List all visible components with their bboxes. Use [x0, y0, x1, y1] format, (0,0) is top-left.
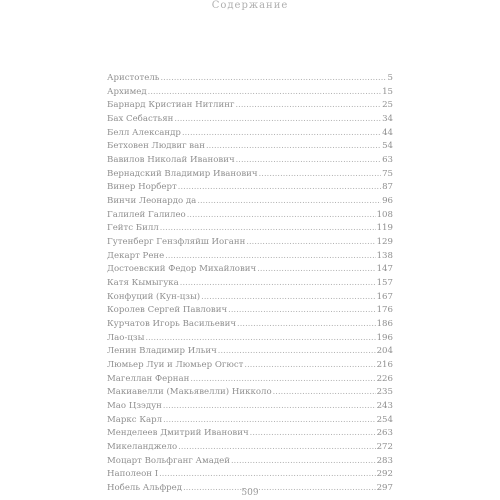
toc-entry-page: 157: [376, 278, 393, 289]
toc-entry-page: 204: [376, 346, 393, 357]
dot-leader: [206, 139, 381, 153]
dot-leader: [259, 167, 381, 181]
dot-leader: [273, 385, 376, 399]
dot-leader: [163, 413, 376, 427]
toc-entry-name: Лао-цзы: [107, 332, 145, 343]
toc-entry-name: Гейтс Билл: [107, 223, 159, 234]
toc-entry-name: Магеллан Фернан: [107, 373, 190, 384]
toc-entry: [107, 467, 393, 481]
toc-entry-name: Винчи Леонардо да: [107, 196, 197, 207]
page-header: [0, 0, 500, 11]
toc-entry-name: Галилей Галилео: [107, 209, 186, 220]
dot-leader: [246, 235, 375, 249]
toc-entry-name: Вернадский Владимир Иванович: [107, 168, 258, 179]
toc-entry-page: 108: [376, 209, 393, 220]
toc-entry-page: 235: [376, 387, 393, 398]
toc-entry: [107, 208, 393, 222]
page-number: 509: [241, 488, 259, 498]
toc-entry-name: Катя Кымыгука: [107, 278, 179, 289]
dot-leader: [165, 249, 375, 263]
dot-leader: [218, 344, 376, 358]
toc-entry-page: 254: [376, 414, 393, 425]
toc-entry-page: 138: [376, 250, 393, 261]
toc-entry: [107, 276, 393, 290]
toc-entry: [107, 85, 393, 99]
toc-entry-name: Вавилов Николай Иванович: [107, 155, 235, 166]
dot-leader: [163, 399, 376, 413]
toc-entry: [107, 303, 393, 317]
toc-entry-page: 226: [376, 373, 393, 384]
dot-leader: [174, 112, 381, 126]
toc-entry: [107, 126, 393, 140]
dot-leader: [231, 454, 376, 468]
dot-leader: [257, 262, 375, 276]
toc-entry-page: 297: [376, 483, 393, 494]
toc-entry-page: 272: [376, 442, 393, 453]
toc-entry-page: 87: [382, 182, 393, 193]
toc-entry-name: Курчатов Игорь Васильевич: [107, 319, 237, 330]
toc-entry-name: Конфуций (Кун-цзы): [107, 291, 201, 302]
toc-entry-name: Микеланджело: [107, 442, 178, 453]
dot-leader: [148, 85, 381, 99]
toc-entry: [107, 372, 393, 386]
toc-entry-page: 147: [376, 264, 393, 275]
toc-entry-page: 63: [382, 155, 393, 166]
toc-entry: [107, 331, 393, 345]
toc-entry-page: 283: [376, 455, 393, 466]
toc-entry-name: Архимед: [107, 86, 147, 97]
dot-leader: [182, 126, 381, 140]
dot-leader: [250, 426, 376, 440]
dot-leader: [159, 467, 376, 481]
dot-leader: [228, 303, 375, 317]
toc-entry-page: 44: [382, 127, 393, 138]
toc-entry-name: Бах Себастьян: [107, 114, 174, 125]
toc-entry-page: 15: [382, 86, 393, 97]
toc-entry: [107, 139, 393, 153]
toc-entry: [107, 454, 393, 468]
toc-entry: [107, 98, 393, 112]
toc-entry-page: 263: [376, 428, 393, 439]
dot-leader: [145, 331, 375, 345]
toc-entry: [107, 262, 393, 276]
dot-leader: [235, 98, 381, 112]
toc-entry: [107, 426, 393, 440]
toc-entry-page: 34: [382, 114, 393, 125]
toc-entry-page: 119: [376, 223, 393, 234]
dot-leader: [160, 221, 376, 235]
toc-entry-name: Барнард Кристиан Нитлинг: [107, 100, 235, 111]
toc-entry: [107, 290, 393, 304]
dot-leader: [236, 153, 381, 167]
toc-entry-name: Менделеев Дмитрий Иванович: [107, 428, 249, 439]
toc-entry-name: Белл Александр: [107, 127, 181, 138]
toc-entry-name: Мао Цзэдун: [107, 401, 162, 412]
table-of-contents: [107, 71, 393, 495]
dot-leader: [190, 372, 375, 386]
toc-entry: [107, 235, 393, 249]
toc-entry-name: Наполеон I: [107, 469, 159, 480]
dot-leader: [178, 440, 375, 454]
toc-entry-page: 167: [376, 291, 393, 302]
toc-entry: [107, 71, 393, 85]
toc-entry-name: Достоевский Федор Михайлович: [107, 264, 257, 275]
toc-entry-page: 216: [376, 360, 393, 371]
toc-entry-page: 186: [376, 319, 393, 330]
toc-entry-page: 129: [376, 237, 393, 248]
toc-entry: [107, 385, 393, 399]
toc-entry: [107, 317, 393, 331]
dot-leader: [201, 290, 375, 304]
toc-entry: [107, 167, 393, 181]
toc-entry-page: 176: [376, 305, 393, 316]
toc-entry-page: 75: [382, 168, 393, 179]
toc-entry: [107, 112, 393, 126]
toc-entry-name: Аристотель: [107, 73, 160, 83]
toc-entry-name: Нобель Альфред: [107, 483, 183, 494]
toc-entry: [107, 344, 393, 358]
toc-entry-name: Моцарт Вольфганг Амадей: [107, 455, 230, 466]
toc-entry-page: 292: [376, 469, 393, 480]
toc-entry: [107, 221, 393, 235]
toc-entry-name: Ленин Владимир Ильич: [107, 346, 217, 357]
dot-leader: [160, 71, 386, 85]
toc-entry-name: Бетховен Людвиг ван: [107, 141, 205, 152]
toc-entry: [107, 249, 393, 263]
dot-leader: [197, 194, 381, 208]
toc-entry: [107, 358, 393, 372]
toc-entry-page: 54: [382, 141, 393, 152]
toc-entry-name: Люмьер Луи и Люмьер Огюст: [107, 360, 244, 371]
toc-entry-page: 243: [376, 401, 393, 412]
toc-entry-page: 25: [382, 100, 393, 111]
toc-entry-name: Макиавелли (Макьявелли) Никколо: [107, 387, 272, 398]
toc-entry-name: Маркс Карл: [107, 414, 163, 425]
toc-entry: [107, 399, 393, 413]
toc-entry: [107, 153, 393, 167]
toc-entry-page: 196: [376, 332, 393, 343]
toc-entry-name: Королев Сергей Павлович: [107, 305, 228, 316]
dot-leader: [237, 317, 376, 331]
dot-leader: [178, 180, 381, 194]
toc-entry-name: Винер Норберт: [107, 182, 177, 193]
toc-entry: [107, 440, 393, 454]
toc-entry: [107, 180, 393, 194]
toc-entry-name: Декарт Рене: [107, 250, 165, 261]
dot-leader: [187, 208, 376, 222]
toc-entry-page: 5: [387, 73, 393, 83]
page-header-title: Содержание: [211, 0, 289, 11]
dot-leader: [180, 276, 376, 290]
toc-entry: [107, 413, 393, 427]
toc-entry-page: 96: [382, 196, 393, 207]
toc-entry: [107, 194, 393, 208]
dot-leader: [244, 358, 375, 372]
toc-entry-name: Гутенберг Гензфляйш Иоганн: [107, 237, 246, 248]
